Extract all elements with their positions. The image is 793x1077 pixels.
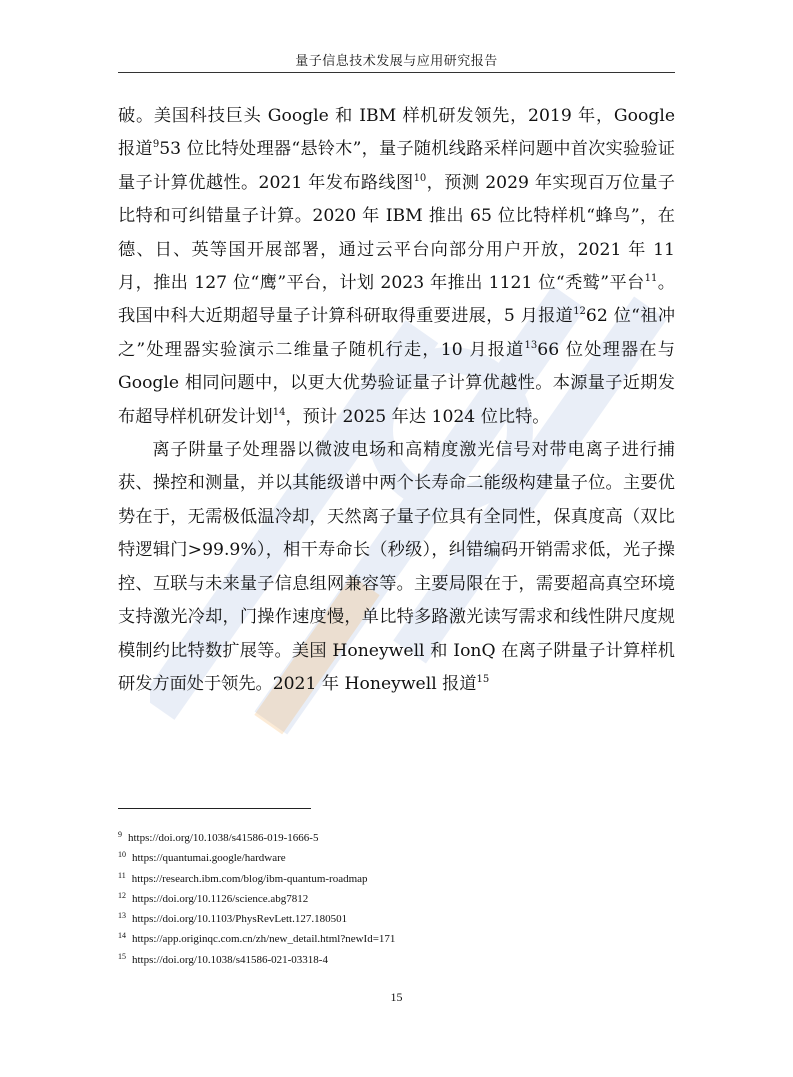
- footnote-link[interactable]: https://doi.org/10.1103/PhysRevLett.127.180501: [132, 913, 348, 926]
- header-divider: [118, 72, 675, 73]
- footnote-item: $^{15}$ https://doi.org/10.1038/s41586-021-03318-4: [118, 951, 328, 966]
- footnote-ref: 14: [272, 406, 286, 418]
- footnote-item: $^{13}$ https://doi.org/10.1103/PhysRevLett.127.180501: [118, 911, 348, 926]
- footnote-link[interactable]: https://doi.org/10.1038/s41586-021-03318-4: [132, 953, 328, 966]
- footnote-ref: 15: [476, 673, 490, 685]
- footnote-ref: 9: [152, 139, 160, 151]
- footnote-link[interactable]: https://app.originqc.com.cn/zh/new_detail.html?newId=171: [132, 933, 396, 946]
- footnote-divider: [118, 808, 311, 809]
- paragraph-1: 破。美国科技巨头 Google 和 IBM 样机研发领先，2019 年，Google 报道$^9$53 位比特处理器“悬铃木”，量子随机线路采样问题中首次实验验证量子计算优越性。2021 年发布路线图$^{10}$，预测 2029 年实现百万位量子比特和可纠错量子计算。2020 年 IBM 推出 65 位比特样机“蜂鸟”，在德、日、英等国开展部署，通过云平台向部分用户开放，2021 年 11 月，推出 127 位“鹰”平台，计划 2023 年推出 1121 位“秃鹫”平台$^{11}$。我国中科大近期超导量子计算科研取得重要进展，5 月报道$^{12}$62 位“祖冲之”处理器实验演示二维量子随机行走，10 月报道$^{13}$66 位处理器在与 Google 相同问题中，以更大优势验证量子计算优越性。本源量子近期发布超导样机研发计划$^{14}$，预计 2025 年达 1024 位比特。: [118, 106, 676, 427]
- footnote-link[interactable]: https://doi.org/10.1038/s41586-019-1666-5: [128, 832, 319, 844]
- footnote-ref: 13: [524, 339, 538, 351]
- footnote-ref: 11: [644, 273, 658, 285]
- footnote-ref: 10: [413, 172, 427, 184]
- footnote-item: $^{10}$ https://quantumai.google/hardware: [118, 850, 286, 865]
- footnote-link[interactable]: https://doi.org/10.1126/science.abg7812: [132, 892, 309, 905]
- body-text: [118, 100, 675, 701]
- footnote-ref: 12: [573, 306, 586, 318]
- page-number: 15: [390, 990, 403, 1004]
- footnote-item: $^{12}$ https://doi.org/10.1126/science.abg7812: [118, 890, 309, 905]
- page-header: 量子信息技术发展与应用研究报告: [295, 54, 498, 69]
- footnote-link[interactable]: https://quantumai.google/hardware: [132, 852, 286, 865]
- footnotes: [118, 828, 675, 970]
- footnote-item: $^9$ https://doi.org/10.1038/s41586-019-1666-5: [118, 830, 319, 844]
- paragraph-2: 离子阱量子处理器以微波电场和高精度激光信号对带电离子进行捕获、操控和测量，并以其能级谱中两个长寿命二能级构建量子位。主要优势在于，无需极低温冷却，天然离子量子位具有全同性，保真度高（双比特逻辑门>99.9%），相干寿命长（秒级），纠错编码开销需求低，光子操控、互联与未来量子信息组网兼容等。主要局限在于，需要超高真空环境支持激光冷却，门操作速度慢，单比特多路激光读写需求和线性阱尺度规模制约比特数扩展等。美国 Honeywell 和 IonQ 在离子阱量子计算样机研发方面处于领先。2021 年 Honeywell 报道$^{15}$: [118, 440, 675, 694]
- footnote-link[interactable]: https://research.ibm.com/blog/ibm-quantum-roadmap: [131, 872, 368, 885]
- footnote-item: $^{14}$ https://app.originqc.com.cn/zh/new_detail.html?newId=171: [118, 931, 396, 946]
- footnote-item: $^{11}$ https://research.ibm.com/blog/ibm-quantum-roadmap: [118, 870, 368, 885]
